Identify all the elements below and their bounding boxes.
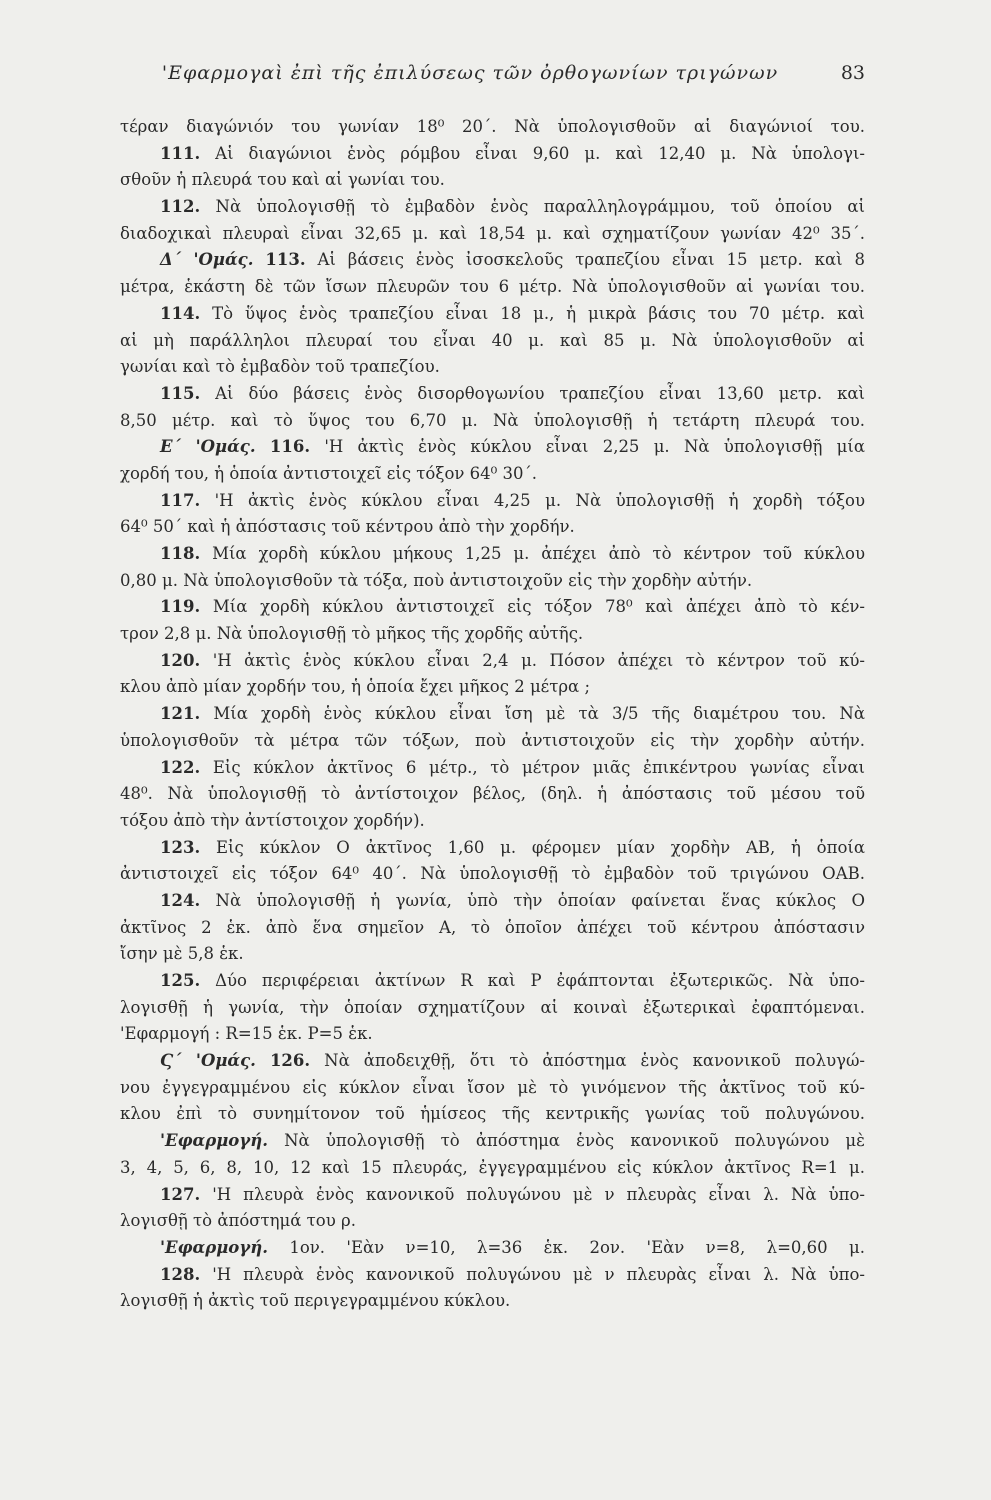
exercise-number: 116. [269, 437, 311, 457]
exercise-text [120, 114, 865, 1315]
exercise-117: 117. 'Η ἀκτὶς ἑνὸς κύκλου εἶναι 4,25 μ. Νὰ ὑπολογισθῇ ἡ χορδὴ τόξου [160, 490, 865, 510]
text-line: τόξου ἀπὸ τὴν ἀντίστοιχον χορδήν). [120, 810, 425, 830]
exercise-128: 128. 'Η πλευρὰ ἑνὸς κανονικοῦ πολυγώνου μὲ ν πλευρὰς εἶναι λ. Νὰ ὑπο- [160, 1264, 865, 1284]
exercise-125: 125. Δύο περιφέρειαι ἀκτίνων R καὶ P ἐφάπτονται ἐξωτερικῶς. Νὰ ὑπο- [160, 971, 865, 990]
exercise-number: 124. [160, 890, 201, 910]
exercise-116: Ε΄ 'Ομάς. 116. 'Η ἀκτὶς ἑνὸς κύκλου εἶναι 2,25 μ. Νὰ ὑπολογισθῇ μία [160, 437, 866, 457]
exercise-120: 120. 'Η ἀκτὶς ἑνὸς κύκλου εἶναι 2,4 μ. Πόσον ἀπέχει τὸ κέντρον τοῦ κύ- [160, 650, 865, 670]
exercise-number: 127. [160, 1184, 201, 1204]
text-line: 8,50 μέτρ. καὶ τὸ ὕψος του 6,70 μ. Νὰ ὑπολογισθῇ ἡ τετάρτη πλευρά του. [120, 410, 865, 430]
text-line: ἀντιστοιχεῖ εἰς τόξον 64⁰ 40΄. Νὰ ὑπολογισθῇ τὸ ἐμβαδὸν τοῦ τριγώνου ΟΑΒ. [120, 864, 865, 884]
text-line: διαδοχικαὶ πλευραὶ εἶναι 32,65 μ. καὶ 18,54 μ. καὶ σχηματίζουν γωνίαν 42⁰ 35΄. [120, 223, 865, 243]
page-number: 83 [840, 62, 865, 84]
exercise-number: 112. [160, 197, 201, 217]
text-line: νου ἐγγεγραμμένου εἰς κύκλον εἶναι ἴσον μὲ τὸ γινόμενον τῆς ἀκτῖνος τοῦ κύ- [120, 1077, 865, 1097]
text-line: κλου ἐπὶ τὸ συνημίτονον τοῦ ἡμίσεος τῆς κεντρικῆς γωνίας τοῦ πολυγώνου. [120, 1104, 865, 1124]
running-title: 'Εφαρμογαὶ ἐπὶ τῆς ἐπιλύσεως τῶν ὀρθογωνίων τριγώνων [161, 62, 779, 84]
group-heading: Δ΄ 'Ομάς. [160, 250, 254, 270]
text-line: σθοῦν ἡ πλευρά του καὶ αἱ γωνίαι του. [120, 170, 445, 190]
application-line: 'Εφαρμογή. Νὰ ὑπολογισθῇ τὸ ἀπόστημα ἑνὸς κανονικοῦ πολυγώνου μὲ [160, 1131, 865, 1151]
exercise-number: 121. [160, 704, 201, 724]
exercise-123: 123. Εἰς κύκλον Ο ἀκτῖνος 1,60 μ. φέρομεν μίαν χορδὴν ΑΒ, ἡ ὁποία [160, 837, 865, 857]
exercise-number: 115. [160, 383, 201, 403]
text-line: 3, 4, 5, 6, 8, 10, 12 καὶ 15 πλευράς, ἐγγεγραμμένου εἰς κύκλον ἀκτῖνος R=1 μ. [120, 1157, 865, 1177]
text-line: 'Εφαρμογή : R=15 ἑκ. P=5 ἑκ. [120, 1024, 373, 1044]
page-header [0, 62, 991, 92]
exercise-number: 118. [160, 544, 201, 563]
text-line: λογισθῇ ἡ γωνία, τὴν ὁποίαν σχηματίζουν αἱ κοιναὶ ἐξωτερικαὶ ἐφαπτόμεναι. [120, 997, 865, 1017]
exercise-number: 122. [160, 757, 201, 777]
exercise-112: 112. Νὰ ὑπολογισθῇ τὸ ἐμβαδὸν ἑνὸς παραλληλογράμμου, τοῦ ὁποίου αἱ [160, 197, 865, 217]
text-line: τρον 2,8 μ. Νὰ ὑπολογισθῇ τὸ μῆκος τῆς χορδῆς αὐτῆς. [120, 624, 584, 644]
exercise-number: 111. [160, 143, 201, 163]
text-line: λογισθῇ ἡ ἀκτὶς τοῦ περιγεγραμμένου κύκλου. [120, 1291, 511, 1311]
text-line: 64⁰ 50΄ καὶ ἡ ἀπόστασις τοῦ κέντρου ἀπὸ τὴν χορδήν. [120, 517, 575, 537]
application-label: 'Εφαρμογή. [160, 1131, 268, 1151]
text-line: 0,80 μ. Νὰ ὑπολογισθοῦν τὰ τόξα, ποὺ ἀντιστοιχοῦν εἰς τὴν χορδὴν αὐτήν. [120, 570, 753, 590]
group-heading: Ϛ΄ 'Ομάς. [160, 1051, 256, 1071]
exercise-119: 119. Μία χορδὴ κύκλου ἀντιστοιχεῖ εἰς τόξον 78⁰ καὶ ἀπέχει ἀπὸ τὸ κέν- [160, 597, 865, 617]
exercise-number: 114. [160, 303, 201, 323]
exercise-115: 115. Αἱ δύο βάσεις ἑνὸς δισορθογωνίου τραπεζίου εἶναι 13,60 μετρ. καὶ [160, 383, 865, 403]
text-line: λογισθῇ τὸ ἀπόστημά του ρ. [120, 1211, 356, 1231]
exercise-127: 127. 'Η πλευρὰ ἑνὸς κανονικοῦ πολυγώνου μὲ ν πλευρὰς εἶναι λ. Νὰ ὑπο- [160, 1184, 865, 1204]
exercise-number: 125. [160, 971, 201, 990]
text-line: ἀκτῖνος 2 ἑκ. ἀπὸ ἕνα σημεῖον Α, τὸ ὁποῖον ἀπέχει τοῦ κέντρου ἀπόστασιν [120, 917, 865, 937]
exercise-113: Δ΄ 'Ομάς. 113. Αἱ βάσεις ἑνὸς ἰσοσκελοῦς τραπεζίου εἶναι 15 μετρ. καὶ 8 [160, 250, 865, 270]
text-line: ἴσην μὲ 5,8 ἑκ. [120, 944, 244, 964]
text-line: μέτρα, ἑκάστη δὲ τῶν ἴσων πλευρῶν του 6 μέτρ. Νὰ ὑπολογισθοῦν αἱ γωνίαι του. [120, 277, 865, 297]
exercise-number: 123. [160, 837, 201, 857]
exercise-number: 117. [160, 490, 201, 510]
exercise-126: Ϛ΄ 'Ομάς. 126. Νὰ ἀποδειχθῇ, ὅτι τὸ ἀπόστημα ἑνὸς κανονικοῦ πολυγώ- [160, 1051, 865, 1071]
text-line: τέραν διαγώνιόν του γωνίαν 18⁰ 20΄. Νὰ ὑπολογισθοῦν αἱ διαγώνιοί του. [120, 117, 865, 136]
text-line: 48⁰. Νὰ ὑπολογισθῇ τὸ ἀντίστοιχον βέλος, (δηλ. ἡ ἀπόστασις τοῦ μέσου τοῦ [120, 784, 865, 804]
group-heading: Ε΄ 'Ομάς. [160, 437, 256, 457]
application-label: 'Εφαρμογή. [160, 1237, 268, 1257]
exercise-number: 119. [160, 597, 201, 617]
exercise-118: 118. Μία χορδὴ κύκλου μήκους 1,25 μ. ἀπέχει ἀπὸ τὸ κέντρον τοῦ κύκλου [160, 544, 865, 563]
exercise-121: 121. Μία χορδὴ ἑνὸς κύκλου εἶναι ἴση μὲ τὰ 3/5 τῆς διαμέτρου του. Νὰ [160, 704, 865, 724]
text-line: γωνίαι καὶ τὸ ἐμβαδὸν τοῦ τραπεζίου. [120, 357, 440, 377]
text-line: κλου ἀπὸ μίαν χορδήν του, ἡ ὁποία ἔχει μῆκος 2 μέτρα ; [120, 677, 591, 697]
exercise-number: 128. [160, 1264, 201, 1284]
exercise-122: 122. Εἰς κύκλον ἀκτῖνος 6 μέτρ., τὸ μέτρον μιᾶς ἐπικέντρου γωνίας εἶναι [160, 757, 865, 777]
exercise-number: 126. [269, 1051, 311, 1071]
exercise-124: 124. Νὰ ὑπολογισθῇ ἡ γωνία, ὑπὸ τὴν ὁποίαν φαίνεται ἕνας κύκλος Ο [160, 890, 865, 910]
exercise-number: 120. [160, 650, 201, 670]
exercise-111: 111. Αἱ διαγώνιοι ἑνὸς ρόμβου εἶναι 9,60 μ. καὶ 12,40 μ. Νὰ ὑπολογι- [160, 143, 865, 163]
exercise-114: 114. Τὸ ὕψος ἑνὸς τραπεζίου εἶναι 18 μ., ἡ μικρὰ βάσις του 70 μέτρ. καὶ [160, 303, 865, 323]
text-line: χορδή του, ἡ ὁποία ἀντιστοιχεῖ εἰς τόξον 64⁰ 30΄. [120, 463, 538, 483]
text-line: ὑπολογισθοῦν τὰ μέτρα τῶν τόξων, ποὺ ἀντιστοιχοῦν εἰς τὴν χορδὴν αὐτήν. [120, 730, 865, 750]
application-line: 'Εφαρμογή. 1ον. 'Εὰν ν=10, λ=36 ἑκ. 2ον. 'Εὰν ν=8, λ=0,60 μ. [160, 1237, 865, 1257]
exercise-number: 113. [265, 250, 306, 270]
text-line: αἱ μὴ παράλληλοι πλευραί του εἶναι 40 μ. καὶ 85 μ. Νὰ ὑπολογισθοῦν αἱ [120, 330, 865, 350]
